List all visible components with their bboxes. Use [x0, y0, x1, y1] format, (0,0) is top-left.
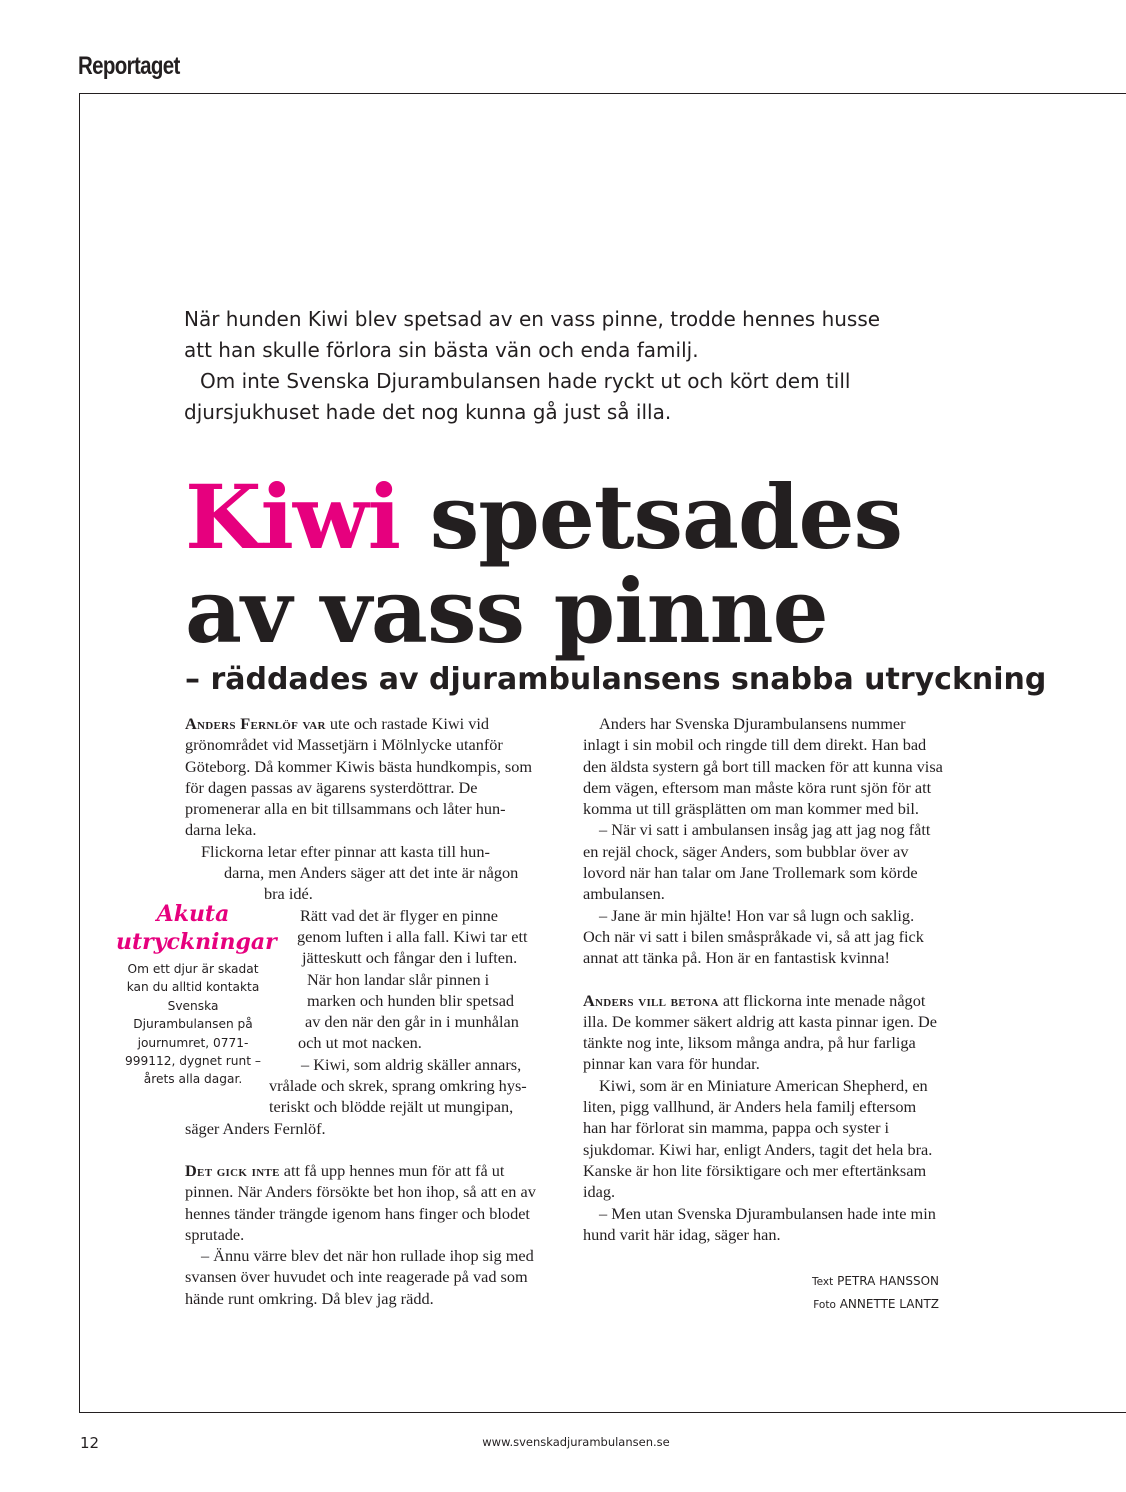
body-paragraph	[583, 990, 943, 1075]
body-text: att flickorna inte menade något illa. De kommer säkert aldrig att kasta pinnar igen. De tänkte nog inte, liksom många andra, på hur farliga pinnar kan vara för hundar.	[583, 990, 937, 1074]
page-number: 12	[80, 1434, 100, 1452]
subheadline: – räddades av djurambulansens snabba utryckning	[185, 662, 1047, 697]
body-paragraph: – När vi satt i ambulansen insåg jag att jag nog fått en rejäl chock, säger Anders, som bubblar över av lovord när han talar om Jane Trollemark som körde ambulansen.	[583, 820, 931, 904]
lead-in: Anders vill betona	[583, 990, 719, 1010]
credit-name: PETRA HANSSON	[837, 1274, 939, 1288]
body-paragraph	[185, 1160, 540, 1245]
text-credit	[812, 1270, 939, 1293]
body-text: ute och rastade Kiwi vid grönområdet vid Massetjärn i Mölnlycke utanför Göteborg. Då kommer Kiwis bästa hundkompis, som för dagen passas av ägarens systerdöttrar. De promenerar alla en bit tillsammans och låter hun-darna leka.	[185, 714, 533, 840]
intro	[184, 304, 884, 428]
body-line: av den när den går in i munhålan	[305, 1012, 519, 1032]
body-line: säger Anders Fernlöf.	[185, 1118, 326, 1138]
credit-role: Foto	[813, 1299, 836, 1311]
intro-paragraph: Om inte Svenska Djurambulansen hade ryckt ut och kört dem till djursjukhuset hade det nog kunna gå just så illa.	[184, 369, 851, 424]
body-paragraph: – Ännu värre blev det när hon rullade ihop sig med svansen över huvudet och inte reagerade på vad som hände runt omkring. Då blev jag rädd.	[185, 1246, 534, 1308]
lead-in: Anders Fernlöf var	[185, 714, 326, 733]
body-line: Rätt vad det är flyger en pinne	[300, 905, 499, 925]
headline-rest: spetsades	[429, 465, 903, 569]
footer-url: www.svenskadjurambulansen.se	[482, 1435, 670, 1449]
body-paragraph	[185, 713, 540, 841]
factbox-body: Om ett djur är skadat kan du alltid kontakta Svenska Djurambulansen på journumret, 0771-999112, dygnet runt – årets alla dagar.	[124, 962, 262, 1087]
section-label: Reportaget	[78, 52, 180, 80]
body-line: bra idé.	[264, 884, 313, 904]
lead-in: Det gick inte	[185, 1160, 280, 1180]
body-line: darna, men Anders säger att det inte är någon	[224, 863, 519, 883]
body-paragraph	[185, 841, 540, 905]
body-line: teriskt och blödde rejält ut mungipan,	[269, 1097, 514, 1117]
body-text: att få upp hennes mun för att få ut pinnen. När Anders försökte bet hon ihop, så att en av hennes tänder trängde igenom hans finger och blodet sprutade.	[185, 1160, 536, 1244]
body-paragraph: Kiwi, som är en Miniature American Shepherd, en liten, pigg vallhund, är Anders hela familj eftersom han har förlorat sin mamma, pappa och syster i sjukdomar. Kiwi har, enligt Anders, tagit det hela bra. Kanske är hon lite försiktigare och mer eftertänksam idag.	[583, 1075, 933, 1202]
body-paragraph: – Jane är min hjälte! Hon var så lugn och saklig. Och när vi satt i bilen småspråkade vi, så att jag fick annat att tänka på. Hon är en fantastisk kvinna!	[583, 905, 924, 968]
credit-name: ANNETTE LANTZ	[839, 1297, 939, 1311]
credit-role: Text	[812, 1276, 834, 1288]
body-line: – Kiwi, som aldrig skäller annars,	[301, 1054, 522, 1074]
body-line: jätteskutt och fångar den i luften.	[302, 948, 518, 968]
headline	[185, 465, 985, 663]
body-line: När hon landar slår pinnen i	[307, 969, 490, 989]
body-paragraph: – Men utan Svenska Djurambulansen hade inte min hund varit här idag, säger han.	[583, 1203, 936, 1244]
body-line: marken och hunden blir spetsad	[307, 990, 515, 1010]
body-line: vrålade och skrek, sprang omkring hys-	[269, 1076, 527, 1096]
headline-accent: Kiwi	[185, 465, 401, 569]
factbox	[116, 900, 277, 1089]
body-line: Flickorna letar efter pinnar att kasta till hun-	[201, 841, 490, 861]
photo-credit	[812, 1293, 939, 1316]
byline	[812, 1270, 939, 1316]
body-paragraph: Anders har Svenska Djurambulansens nummer inlagt i sin mobil och ringde till dem direkt. Han bad den äldsta systern gå bort till macken för att kunna visa dem vägen, eftersom man måste köra runt sjön för att komma ut till gräsplätten om man kommer med bil.	[583, 714, 943, 819]
body-line: och ut mot nacken.	[298, 1033, 422, 1053]
body-line: genom luften i alla fall. Kiwi tar ett	[297, 926, 528, 946]
headline-line2: av vass pinne	[185, 559, 828, 663]
factbox-title: Akuta utryckningar	[116, 901, 277, 955]
article-column-right	[583, 713, 943, 1245]
intro-paragraph: När hunden Kiwi blev spetsad av en vass pinne, trodde hennes husse att han skulle förlora sin bästa vän och enda familj.	[184, 307, 881, 362]
